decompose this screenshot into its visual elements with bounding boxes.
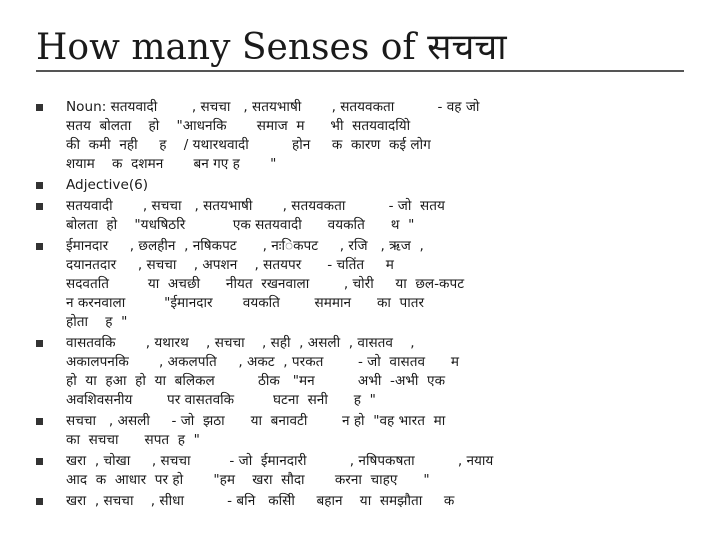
- bullet-marker-icon: [36, 418, 43, 425]
- bullet-item: [36, 412, 696, 450]
- bullet-text-line: का सचचा सपत ह ": [66, 432, 200, 448]
- bullet-marker-icon: [36, 104, 43, 111]
- bullet-text-line: सतयवादी , सचचा , सतयभाषी , सतयवकता - जो सतय: [66, 198, 445, 214]
- bullet-marker-icon: [36, 203, 43, 210]
- bullet-item: [36, 334, 696, 410]
- bullet-text-line: की कमी नही ह / यथारथवादी होन क कारण कई लोग: [66, 137, 431, 153]
- bullet-text-line: सदवतति या अचछी नीयत रखनवाला , चोरी या छल-कपट: [66, 276, 465, 292]
- bullet-text-line: न करनवाला "ईमानदार वयकति सममान का पातर: [66, 295, 425, 311]
- bullet-text-line: ईमानदार , छलहीन , नषिकपट , नःिकपट , रजि , ऋज ,: [66, 238, 424, 254]
- bullet-text-line: खरा , चोखा , सचचा - जो ईमानदारी , नषिपकषता , नयाय: [66, 453, 494, 469]
- bullet-text-line: आद क आधार पर हो "हम खरा सौदा करना चाहए ": [66, 472, 430, 488]
- bullet-item: [36, 452, 696, 490]
- title-underline: [36, 70, 684, 72]
- bullet-item: [36, 237, 696, 332]
- bullet-item: [36, 197, 696, 235]
- bullet-text-line: Adjective(6): [66, 177, 149, 193]
- bullet-marker-icon: [36, 340, 43, 347]
- bullet-list: [36, 98, 696, 513]
- bullet-text-line: सचचा , असली - जो झठा या बनावटी न हो "वह भारत मा: [66, 413, 446, 429]
- bullet-text-line: सतय बोलता हो "आधनकि समाज म भी सतयवादयिो: [66, 118, 411, 134]
- bullet-text-line: शयाम क दशमन बन गए ह ": [66, 156, 277, 172]
- bullet-item: [36, 492, 696, 511]
- bullet-text-line: हो या हआ हो या बलिकल ठीक "मन अभी -अभी एक: [66, 373, 446, 389]
- bullet-marker-icon: [36, 243, 43, 250]
- bullet-text-line: दयानतदार , सचचा , अपशन , सतयपर - चतिंत म: [66, 257, 394, 273]
- bullet-item: [36, 98, 696, 174]
- bullet-text-line: वासतवकि , यथारथ , सचचा , सही , असली , वासतव ,: [66, 335, 415, 351]
- bullet-item: [36, 176, 696, 195]
- bullet-text-line: अकालपनकि , अकलपति , अकट , परकत - जो वासतव म: [66, 354, 460, 370]
- bullet-text-line: अवशिवसनीय पर वासतवकि घटना सनी ह ": [66, 392, 376, 408]
- bullet-text-line: खरा , सचचा , सीधा - बनि कसिी बहान या समझौता क: [66, 493, 455, 509]
- slide-title: How many Senses of सचचा: [36, 27, 507, 68]
- bullet-text-line: बोलता हो "यधषिठरि एक सतयवादी वयकति थ ": [66, 217, 415, 233]
- bullet-text-line: Noun: सतयवादी , सचचा , सतयभाषी , सतयवकता - वह जो: [66, 99, 480, 115]
- bullet-text-line: होता ह ": [66, 314, 128, 330]
- bullet-marker-icon: [36, 458, 43, 465]
- bullet-marker-icon: [36, 182, 43, 189]
- bullet-marker-icon: [36, 498, 43, 505]
